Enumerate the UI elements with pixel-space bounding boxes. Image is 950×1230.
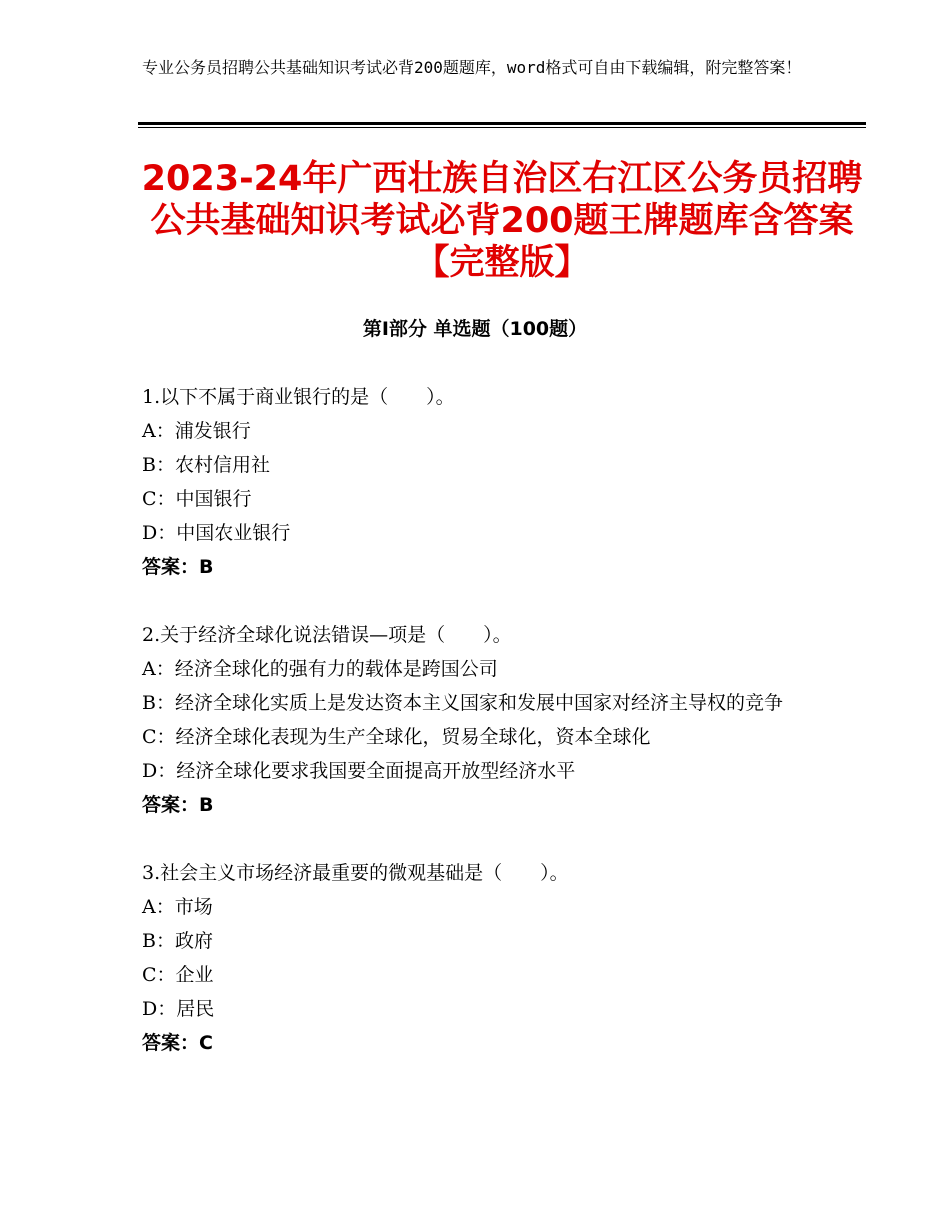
question-2 [142, 618, 822, 822]
option-d: D：经济全球化要求我国要全面提高开放型经济水平 [142, 760, 576, 782]
header-divider-thin [138, 127, 866, 128]
document-title: 2023-24年广西壮族自治区右江区公务员招聘公共基础知识考试必背200题王牌题库含答案【完整版】 [141, 159, 863, 283]
option-a: A：市场 [142, 896, 213, 918]
question-1 [142, 380, 822, 584]
question-3 [142, 856, 822, 1060]
answer-label: 答案：B [142, 556, 214, 578]
answer-label: 答案：C [142, 1032, 213, 1054]
option-a: A：浦发银行 [142, 420, 251, 442]
header-divider [138, 122, 866, 125]
section-heading: 第Ⅰ部分 单选题（100题） [362, 318, 588, 340]
question-list [142, 380, 822, 1094]
option-d: D：中国农业银行 [142, 522, 291, 544]
question-stem: 2.关于经济全球化说法错误—项是（ ）。 [142, 624, 512, 646]
question-stem: 3.社会主义市场经济最重要的微观基础是（ ）。 [142, 862, 569, 884]
option-b: B：农村信用社 [142, 454, 270, 476]
option-c: C：企业 [142, 964, 214, 986]
answer-label: 答案：B [142, 794, 214, 816]
option-b: B：政府 [142, 930, 213, 952]
question-stem: 1.以下不属于商业银行的是（ ）。 [142, 386, 455, 408]
option-d: D：居民 [142, 998, 215, 1020]
option-a: A：经济全球化的强有力的载体是跨国公司 [142, 658, 498, 680]
option-c: C：经济全球化表现为生产全球化，贸易全球化，资本全球化 [142, 726, 651, 748]
option-c: C：中国银行 [142, 488, 252, 510]
option-b: B：经济全球化实质上是发达资本主义国家和发展中国家对经济主导权的竞争 [142, 692, 783, 714]
header-note: 专业公务员招聘公共基础知识考试必背200题题库，word格式可自由下载编辑，附完整答案！ [142, 58, 802, 77]
